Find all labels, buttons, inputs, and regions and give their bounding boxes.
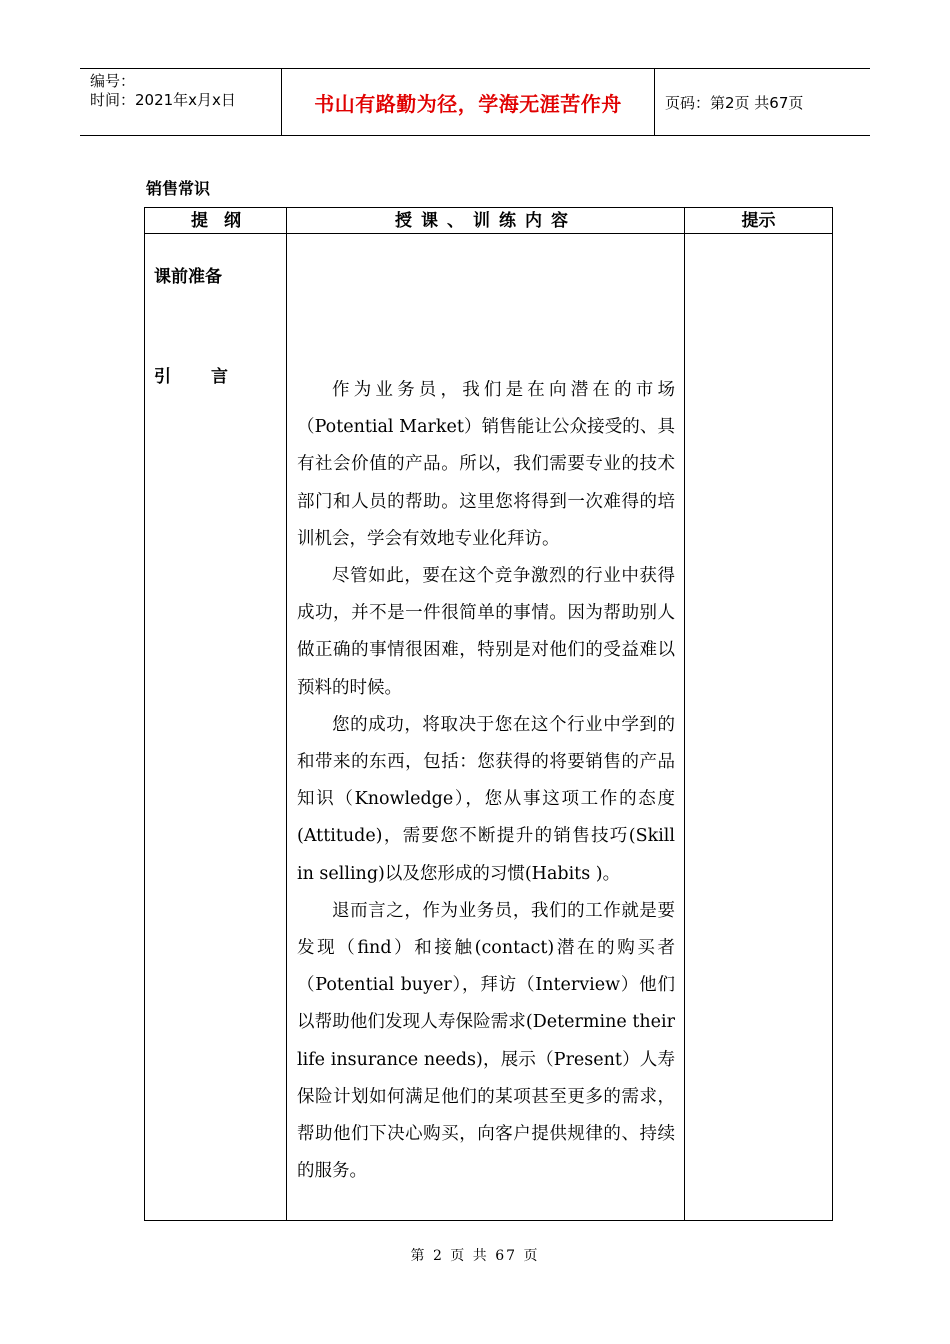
lesson-table <box>144 207 833 1221</box>
page-header <box>80 68 870 136</box>
content-paragraph: 退而言之，作为业务员，我们的工作就是要发现（find）和接触(contact)潜在的购买者（Potential buyer），拜访（Interview）他们以帮助他们发现人寿保险需求(Determine their life insurance needs)，展示（Present）人寿保险计划如何满足他们的某项甚至更多的需求，帮助他们下决心购买，向客户提供规律的、持续的服务。 <box>297 900 675 1182</box>
column-header-outline: 提纲 <box>191 211 257 231</box>
lesson-content <box>297 372 675 1190</box>
column-header-content: 授课、训练内容 <box>395 211 577 231</box>
column-divider <box>286 208 287 1220</box>
column-header-hint: 提示 <box>741 211 776 231</box>
header-meta <box>80 69 282 135</box>
outline-item-preparation: 课前准备 <box>154 267 222 287</box>
column-divider <box>684 208 685 1220</box>
section-title: 销售常识 <box>146 179 211 198</box>
content-paragraph: 尽管如此，要在这个竞争激烈的行业中获得成功，并不是一件很简单的事情。因为帮助别人做正确的事情很困难，特别是对他们的受益难以预料的时候。 <box>297 566 675 698</box>
outline-item-introduction: 引言 <box>154 367 268 387</box>
date-line: 时间：2021年x月x日 <box>90 91 236 109</box>
number-label: 编号： <box>90 72 136 90</box>
content-paragraph: 作为业务员，我们是在向潜在的市场（Potential Market）销售能让公众接受的、具有社会价值的产品。所以，我们需要专业的技术部门和人员的帮助。这里您将得到一次难得的培训机会，学会有效地专业化拜访。 <box>297 380 675 549</box>
page-footer: 第 2 页 共 67 页 <box>410 1248 540 1264</box>
table-header-row <box>145 208 832 234</box>
content-paragraph: 您的成功，将取决于您在这个行业中学到的和带来的东西，包括：您获得的将要销售的产品知识（Knowledge），您从事这项工作的态度(Attitude)，需要您不断提升的销售技巧(Skill in selling)以及您形成的习惯(Habits )。 <box>297 714 675 884</box>
header-motto: 书山有路勤为径，学海无涯苦作舟 <box>282 69 655 135</box>
header-page-info: 页码：第2页 共67页 <box>665 93 804 112</box>
